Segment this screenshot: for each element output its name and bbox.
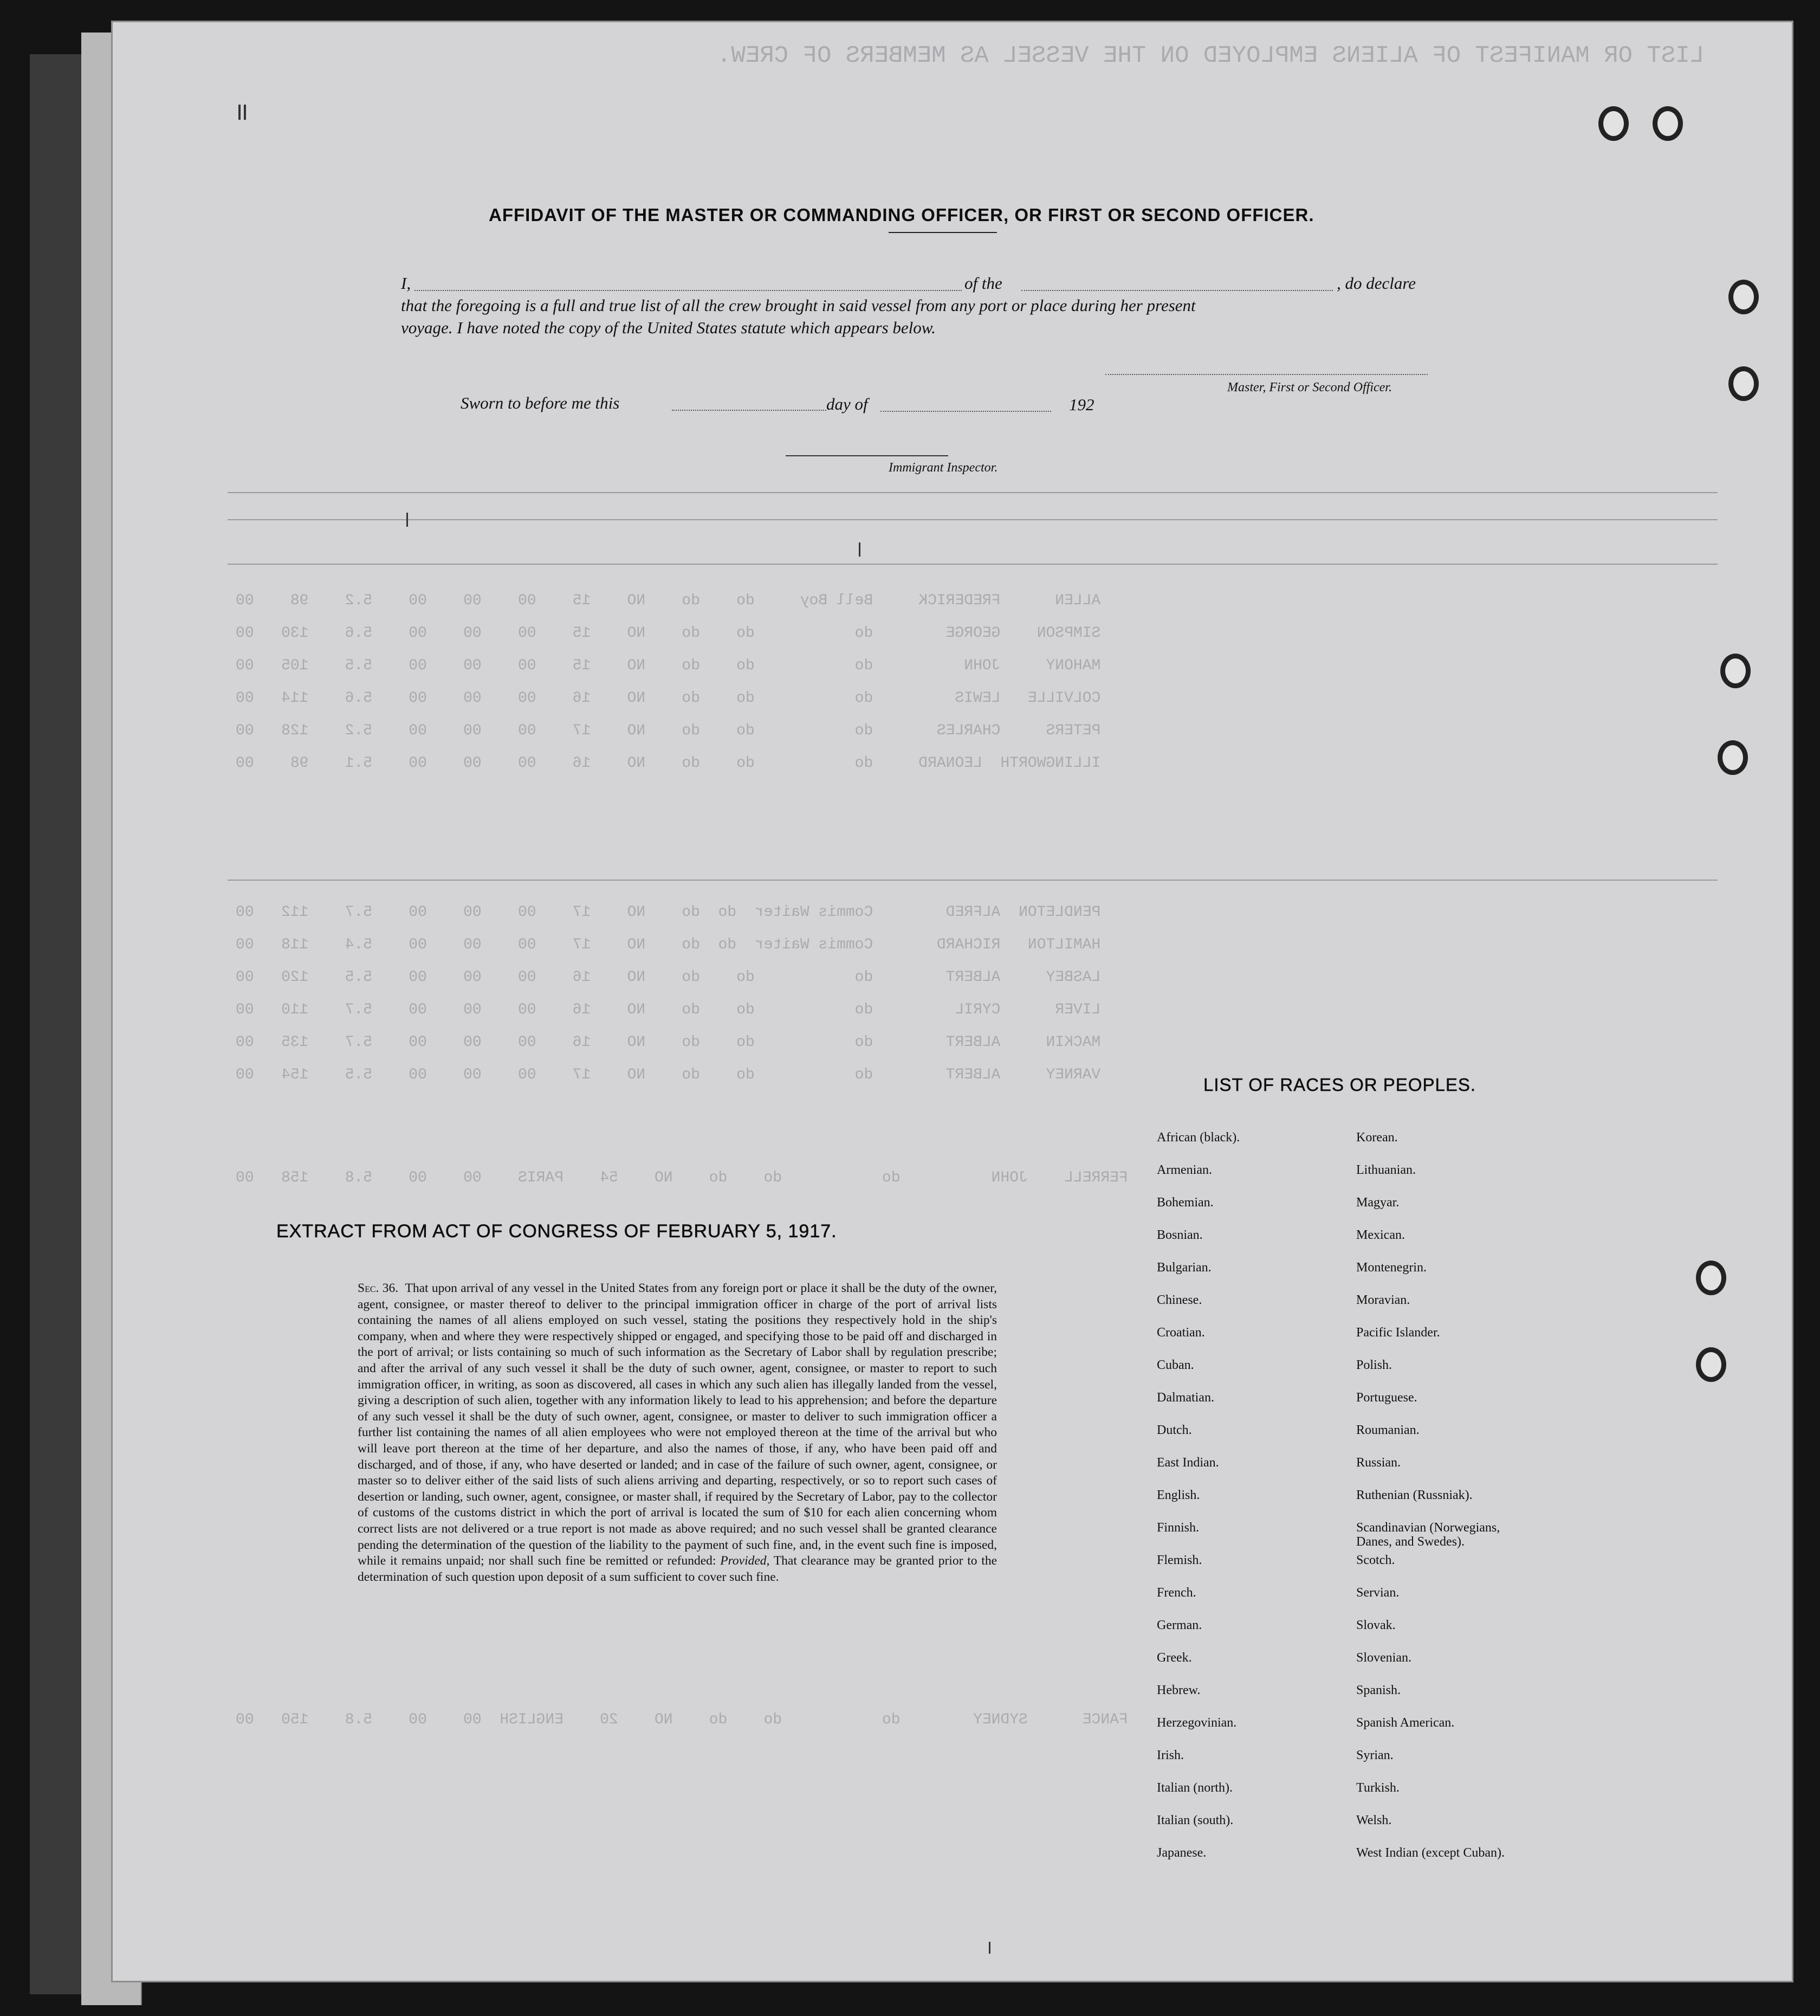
- bleed-row: SIMPSON GEORGE do do do NO 15 00 00 00 5.6 130 00: [236, 625, 1101, 642]
- punch-hole: [1728, 366, 1759, 401]
- race-item: Pacific Islander.: [1356, 1326, 1440, 1340]
- inspector-label: Immigrant Inspector.: [889, 461, 998, 475]
- punch-hole: [1696, 1347, 1726, 1382]
- sworn-month-line: [880, 411, 1051, 412]
- race-item: Mexican.: [1356, 1228, 1405, 1242]
- races-list-left: [1157, 1130, 1240, 1878]
- sworn-label: Sworn to before me this: [461, 393, 620, 412]
- race-item: Irish.: [1157, 1748, 1184, 1762]
- race-item: Dalmatian.: [1157, 1391, 1214, 1405]
- extract-body: That upon arrival of any vessel in the United States from any foreign port or place it shall be the duty of the owner, agent, consignee, or master thereof to deliver to the principal immigration officer in charge of the port of arrival lists containing the names of all aliens employed on such vessel, stating the positions they respectively hold in the ship's company, when and where they were respectively shipped or engaged, and specifying those to be paid off and discharged in the port of arrival; or lists containing so much of such information as the Secretary of Labor shall by regulation prescribe; and after the arrival of any such vessel it shall be the duty of such owner, agent, consignee, or master to report to such immigration officer, in writing, as soon as discovered, all cases in which any such alien has illegally landed from the vessel, giving a description of such alien, together with any information likely to lead to his apprehension; and before the departure of any such vessel it shall be the duty of such owner, agent, consignee, or master to deliver to such immigration officer a further list containing the names of all alien employees who were not employed thereon at the time of the arrival but who will leave port thereon at the time of her departure, and also the names of those, if any, who have been paid off and discharged, and of those, if any, who have deserted or landed; and in case of the failure of such owner, agent, consignee, or master so to deliver either of the said lists of such aliens arriving and departing, respectively, or so to report such cases of desertion or landing, such owner, agent, consignee, or master shall, if required by the Secretary of Labor, pay to the collector of customs of the customs district in which the port of arrival is located the sum of $10 for each alien concerning whom correct lists are not delivered or a true report is not made as above required; and no such vessel shall be granted clearance pending the determination of the question of the liability to the payment of such fine, and, in the event such fine is imposed, while it remains unpaid; nor shall such fine be remitted or refunded:: [358, 1281, 997, 1568]
- affidavit-title: AFFIDAVIT OF THE MASTER OR COMMANDING OFFICER, OR FIRST OR SECOND OFFICER.: [489, 205, 1314, 225]
- bleed-rule: [228, 564, 1718, 565]
- stray-mark: [244, 105, 246, 120]
- race-item: Syrian.: [1356, 1748, 1394, 1762]
- inspector-signature-line: [786, 455, 948, 456]
- punch-hole: [1653, 106, 1683, 141]
- signature-label: Master, First or Second Officer.: [1227, 380, 1392, 395]
- race-item: Korean.: [1356, 1130, 1398, 1145]
- affidavit-do-declare: , do declare: [1337, 274, 1416, 293]
- extract-text: [358, 1281, 997, 1585]
- bleed-row: HAMILTON RICHARD Commis Waiter do do NO 17 00 00 00 5.4 118 00: [236, 936, 1101, 953]
- race-item: Japanese.: [1157, 1846, 1207, 1860]
- sec-label: Sec. 36.: [358, 1281, 399, 1295]
- bleed-row: FANCE SYDNEY do do do NO 20 ENGLISH 00 00 5.8 150 00: [236, 1711, 1128, 1728]
- extract-body-end: That clearance may be granted prior to the determination of such question upon deposit of a sum sufficient to cover such fine.: [358, 1554, 997, 1584]
- day-of-label: day of: [826, 395, 868, 413]
- races-list-right: [1356, 1130, 1519, 1878]
- bleed-row: PENDLETON ALFRED Commis Waiter do do NO 17 00 00 00 5.7 112 00: [236, 904, 1101, 921]
- race-item: Dutch.: [1157, 1423, 1192, 1437]
- race-item: Bosnian.: [1157, 1228, 1203, 1242]
- race-item: Turkish.: [1356, 1781, 1400, 1795]
- race-item: Herzegovinian.: [1157, 1716, 1237, 1730]
- race-item: Italian (south).: [1157, 1813, 1234, 1827]
- bleed-rule: [228, 492, 1718, 493]
- bleed-through: LIST OR MANIFEST OF ALIENS EMPLOYED ON THE VESSEL AS MEMBERS OF CREW.: [717, 42, 1704, 69]
- races-title: LIST OF RACES OR PEOPLES.: [1203, 1075, 1476, 1095]
- race-item: English.: [1157, 1488, 1200, 1502]
- race-item: Welsh.: [1356, 1813, 1392, 1827]
- provided-label: Provided,: [720, 1554, 770, 1568]
- stray-mark: [989, 1942, 990, 1954]
- race-item: Greek.: [1157, 1651, 1192, 1665]
- affidavit-line-3: voyage. I have noted the copy of the United States statute which appears below.: [401, 318, 936, 337]
- punch-hole: [1696, 1261, 1726, 1295]
- race-item: Armenian.: [1157, 1163, 1212, 1177]
- race-item: West Indian (except Cuban).: [1356, 1846, 1505, 1860]
- race-item: Servian.: [1356, 1586, 1400, 1600]
- race-item: East Indian.: [1157, 1456, 1219, 1470]
- race-item: Slovenian.: [1356, 1651, 1411, 1665]
- stray-mark: [859, 542, 860, 557]
- bleed-row: ALLEN FREDERICK Bell Boy do do NO 15 00 00 00 5.2 98 00: [236, 592, 1101, 609]
- race-item: Bohemian.: [1157, 1196, 1214, 1210]
- sworn-day-line: [672, 410, 826, 411]
- bleed-rule: [228, 880, 1718, 881]
- race-item: Spanish.: [1356, 1683, 1401, 1697]
- affidavit-line-2: that the foregoing is a full and true list of all the crew brought in said vessel from any port or place during her present: [401, 296, 1196, 315]
- race-item: Slovak.: [1356, 1618, 1396, 1632]
- extract-title: EXTRACT FROM ACT OF CONGRESS OF FEBRUARY 5, 1917.: [276, 1221, 837, 1242]
- punch-hole: [1718, 740, 1748, 775]
- bleed-row: ILLINGWORTH LEONARD do do do NO 16 00 00 00 5.1 98 00: [236, 755, 1101, 772]
- race-item: Polish.: [1356, 1358, 1392, 1372]
- race-item: Magyar.: [1356, 1196, 1400, 1210]
- race-item: Flemish.: [1157, 1553, 1202, 1567]
- race-item: Russian.: [1356, 1456, 1401, 1470]
- year-label: 192: [1069, 395, 1094, 414]
- punch-hole: [1720, 654, 1751, 688]
- race-item: African (black).: [1157, 1130, 1240, 1145]
- race-item: Lithuanian.: [1356, 1163, 1416, 1177]
- race-item: Scotch.: [1356, 1553, 1395, 1567]
- race-item: Moravian.: [1356, 1293, 1410, 1307]
- title-underline: [889, 232, 997, 233]
- signature-line: [1105, 374, 1428, 375]
- race-item: Scandinavian (Norwegians, Danes, and Swedes).: [1356, 1521, 1500, 1549]
- race-item: Portuguese.: [1356, 1391, 1417, 1405]
- race-item: German.: [1157, 1618, 1202, 1632]
- punch-hole: [1728, 280, 1759, 314]
- race-item: French.: [1157, 1586, 1196, 1600]
- stray-mark: [238, 105, 241, 120]
- bleed-rule: [228, 519, 1718, 520]
- race-item: Croatian.: [1157, 1326, 1205, 1340]
- bleed-row: LASBEY ALBERT do do do NO 16 00 00 00 5.5 120 00: [236, 969, 1101, 986]
- bleed-row: PETERS CHARLES do do do NO 17 00 00 00 5.2 128 00: [236, 722, 1101, 739]
- race-item: Cuban.: [1157, 1358, 1194, 1372]
- punch-hole: [1598, 106, 1629, 141]
- race-item: Montenegrin.: [1356, 1261, 1427, 1275]
- bleed-row: VARNEY ALBERT do do do NO 17 00 00 00 5.5 154 00: [236, 1067, 1101, 1083]
- bleed-row: COLVILLE LEWIS do do do NO 16 00 00 00 5.6 114 00: [236, 690, 1101, 707]
- name-line: [414, 290, 962, 291]
- race-item: Italian (north).: [1157, 1781, 1233, 1795]
- document-page: [111, 21, 1793, 1982]
- affidavit-of-the: of the: [964, 274, 1002, 293]
- affidavit-i-label: I,: [401, 274, 411, 293]
- bleed-row: FERRELL JOHN do do do NO 54 PARIS 00 00 5.8 158 00: [236, 1169, 1128, 1186]
- race-item: Spanish American.: [1356, 1716, 1455, 1730]
- bleed-row: MACKIN ALBERT do do do NO 16 00 00 00 5.7 135 00: [236, 1034, 1101, 1051]
- race-item: Chinese.: [1157, 1293, 1202, 1307]
- race-item: Bulgarian.: [1157, 1261, 1212, 1275]
- race-item: Roumanian.: [1356, 1423, 1420, 1437]
- race-item: Finnish.: [1157, 1521, 1200, 1535]
- bleed-row: MAHONY JOHN do do do NO 15 00 00 00 5.5 105 00: [236, 657, 1101, 674]
- bleed-row: LIVER CYRIL do do do NO 16 00 00 00 5.7 110 00: [236, 1001, 1101, 1018]
- race-item: Hebrew.: [1157, 1683, 1201, 1697]
- race-item: Ruthenian (Russniak).: [1356, 1488, 1473, 1502]
- vessel-line: [1021, 290, 1333, 291]
- stray-mark: [406, 513, 408, 527]
